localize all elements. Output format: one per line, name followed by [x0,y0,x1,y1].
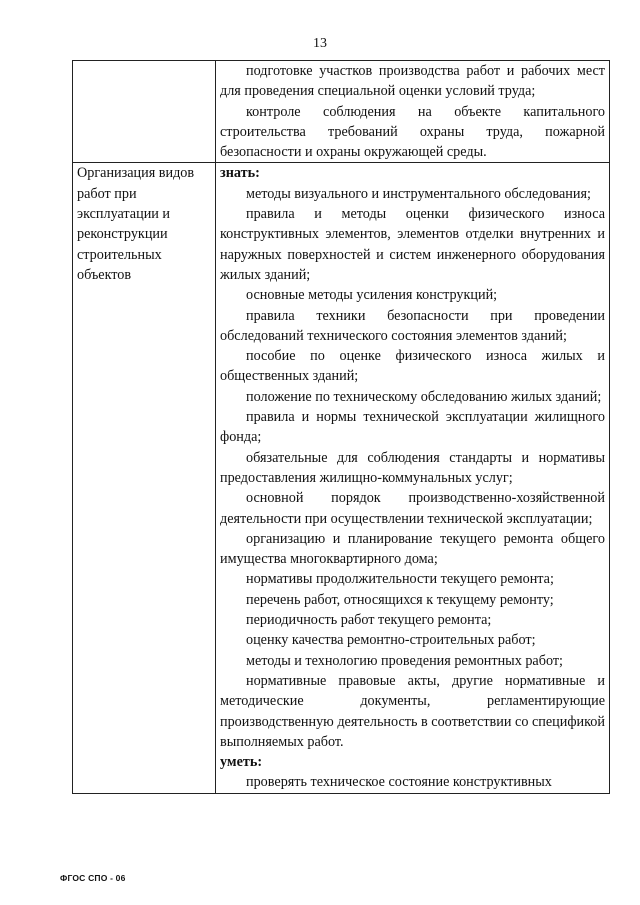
know-item: основные методы усиления конструкций; [246,287,498,304]
activity-cell-empty [73,61,216,163]
know-label: знать: [220,165,260,182]
can-label: уметь: [220,754,263,771]
competency-table [72,60,610,794]
know-item: правила и методы оценки физического износа конструктивных элементов, элементов отделки внутренних и наружных поверхностей и систем инженерного оборудования жилых зданий; [220,206,605,283]
know-item: оценку качества ремонтно-строительных работ; [246,632,536,649]
know-item: правила техники безопасности при проведении обследований технического состояния элементов зданий; [220,307,605,344]
table-row [73,61,610,163]
requirements-cell [216,163,610,793]
know-item: нормативы продолжительности текущего ремонта; [246,571,554,588]
requirement-item: контроле соблюдения на объекте капитального строительства требований охраны труда, пожарной безопасности и охраны окружающей среды. [220,103,605,161]
activity-title: Организация видов работ при эксплуатации и реконструкции строительных объектов [77,165,195,283]
know-item: обязательные для соблюдения стандарты и нормативы предоставления жилищно-коммунальных услуг; [220,449,605,486]
page-number: 13 [313,36,327,51]
table-row [73,163,610,793]
know-item: методы визуального и инструментального обследования; [246,185,591,202]
know-item: правила и нормы технической эксплуатации жилищного фонда; [220,409,605,446]
requirements-cell [216,61,610,163]
activity-cell [73,163,216,793]
know-item: перечень работ, относящихся к текущему ремонту; [246,591,554,608]
requirement-item: подготовке участков производства работ и рабочих мест для проведения специальной оценки условий труда; [220,63,605,100]
know-item: основной порядок производственно-хозяйственной деятельности при осуществлении технической эксплуатации; [220,490,605,527]
know-item: организацию и планирование текущего ремонта общего имущества многоквартирного дома; [220,530,605,568]
know-item: периодичность работ текущего ремонта; [246,612,492,629]
can-item: проверять техническое состояние конструктивных [246,774,552,791]
know-item: нормативные правовые акты, другие нормативные и методические документы, регламентирующие производственную деятельность в соответствии со спецификой выполняемых работ. [220,672,605,750]
know-item: методы и технологию проведения ремонтных работ; [246,652,564,669]
know-item: пособие по оценке физического износа жилых и общественных зданий; [220,348,605,385]
know-item: положение по техническому обследованию жилых зданий; [246,388,602,405]
footer-code: ФГОС СПО - 06 [60,873,126,883]
